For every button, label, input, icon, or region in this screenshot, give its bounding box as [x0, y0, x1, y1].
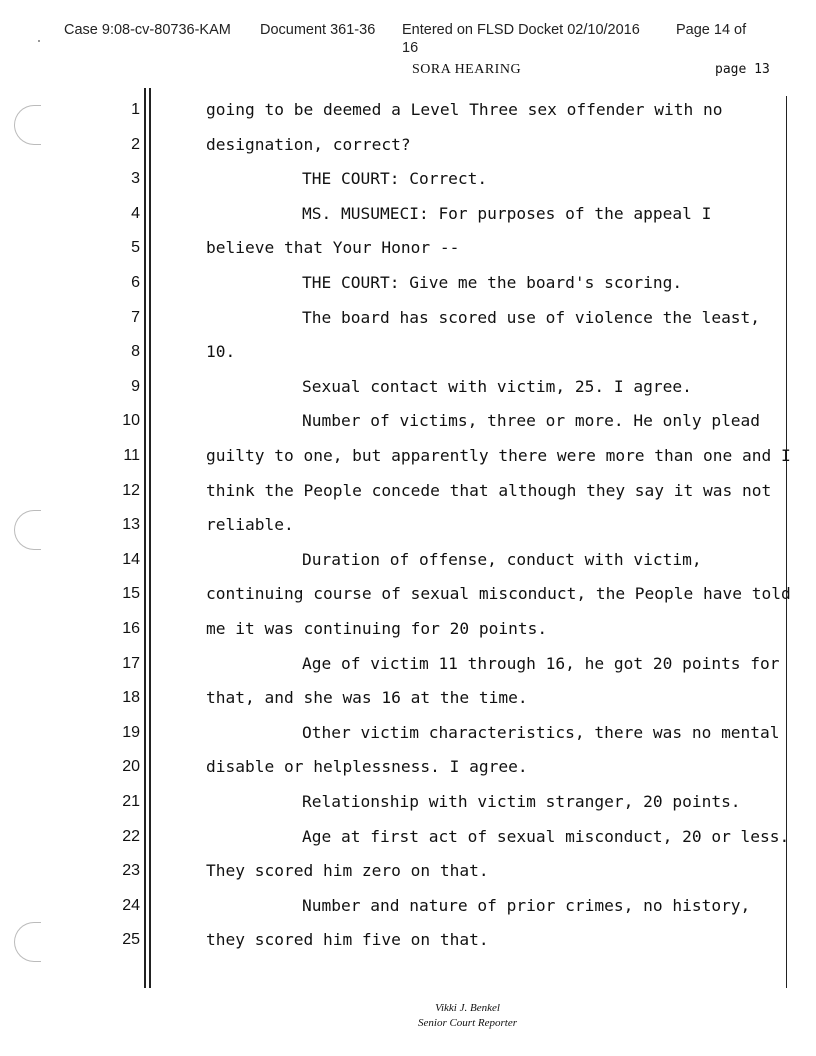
- line-number: 3: [131, 170, 140, 188]
- transcript-line: [0, 930, 816, 963]
- line-text: They scored him zero on that.: [206, 861, 489, 881]
- line-text: think the People concede that although they say it was not: [206, 480, 772, 500]
- line-number: 5: [131, 239, 140, 257]
- line-text: believe that Your Honor --: [206, 238, 460, 258]
- transcript-line: [0, 723, 816, 756]
- line-number: 9: [131, 377, 140, 395]
- transcript-line: [0, 169, 816, 202]
- line-text: they scored him five on that.: [206, 930, 489, 950]
- line-number: 13: [122, 516, 140, 534]
- line-number: 2: [131, 135, 140, 153]
- transcript-line: [0, 515, 816, 548]
- line-number: 21: [122, 793, 140, 810]
- line-number: 14: [122, 550, 140, 568]
- line-text: guilty to one, but apparently there were more than one and I: [206, 446, 791, 465]
- line-number: 11: [123, 447, 140, 464]
- line-text: THE COURT: Give me the board's scoring.: [302, 273, 683, 292]
- transcript-line: [0, 238, 816, 271]
- transcript-line: [0, 481, 816, 514]
- scan-speck: [38, 40, 40, 42]
- line-number: 17: [122, 654, 140, 672]
- line-number: 15: [122, 585, 140, 603]
- line-text: The board has scored use of violence the least,: [302, 307, 761, 327]
- line-text: reliable.: [206, 515, 294, 535]
- transcript-line: [0, 584, 816, 617]
- line-number: 18: [122, 689, 140, 707]
- transcript-line: [0, 446, 816, 479]
- line-number: 25: [122, 931, 140, 949]
- case-number: Case 9:08-cv-80736-KAM: [64, 22, 231, 38]
- transcript-line: [0, 135, 816, 168]
- line-number: 23: [122, 862, 140, 880]
- transcript-line: [0, 204, 816, 237]
- line-text: 10.: [206, 342, 236, 362]
- line-text: Age of victim 11 through 16, he got 20 points for: [302, 653, 780, 673]
- docket-page-info: Page 14 of: [676, 22, 747, 38]
- line-number: 4: [131, 204, 140, 222]
- transcript-line: [0, 654, 816, 687]
- transcript-line: [0, 411, 816, 444]
- transcript-title: SORA HEARING: [412, 62, 522, 77]
- transcript-line: [0, 688, 816, 721]
- line-text: THE COURT: Correct.: [302, 169, 488, 189]
- transcript-line: [0, 100, 816, 133]
- line-text: me it was continuing for 20 points.: [206, 619, 548, 638]
- line-text: that, and she was 16 at the time.: [206, 688, 528, 708]
- line-text: continuing course of sexual misconduct, the People have told: [206, 584, 791, 604]
- line-text: Sexual contact with victim, 25. I agree.: [302, 376, 692, 396]
- transcript-line: [0, 377, 816, 410]
- line-text: disable or helplessness. I agree.: [206, 757, 528, 777]
- transcript-line: [0, 342, 816, 375]
- line-text: Number of victims, three or more. He only plead: [302, 411, 761, 431]
- docket-entry-date: Entered on FLSD Docket 02/10/2016: [402, 22, 640, 38]
- transcript-line: [0, 308, 816, 341]
- transcript-line: [0, 550, 816, 583]
- transcript-line: [0, 827, 816, 860]
- line-text: Age at first act of sexual misconduct, 20 or less.: [302, 826, 790, 846]
- transcript-line: [0, 861, 816, 894]
- docket-page-total: 16: [402, 40, 419, 56]
- line-number: 10: [122, 412, 140, 430]
- line-text: Duration of offense, conduct with victim,: [302, 549, 702, 569]
- line-number: 24: [122, 896, 140, 914]
- line-number: 12: [122, 481, 140, 499]
- transcript-line: [0, 792, 816, 825]
- line-text: Number and nature of prior crimes, no history,: [302, 895, 751, 915]
- document-number: Document 361-36: [260, 22, 376, 38]
- reporter-name: Vikki J. Benkel: [435, 1002, 500, 1014]
- line-number: 1: [131, 101, 140, 118]
- transcript-line: [0, 757, 816, 790]
- line-number: 22: [122, 827, 140, 845]
- line-text: Relationship with victim stranger, 20 points.: [302, 792, 741, 811]
- reporter-title: Senior Court Reporter: [418, 1017, 517, 1029]
- transcript-line: [0, 896, 816, 929]
- line-number: 19: [122, 723, 140, 741]
- transcript-page-label: page 13: [715, 62, 770, 77]
- line-text: designation, correct?: [206, 134, 411, 154]
- line-text: MS. MUSUMECI: For purposes of the appeal I: [302, 203, 712, 223]
- line-number: 20: [122, 758, 140, 776]
- transcript-line: [0, 273, 816, 306]
- transcript-line: [0, 619, 816, 652]
- line-number: 7: [131, 308, 140, 326]
- line-number: 8: [131, 343, 140, 361]
- line-text: Other victim characteristics, there was no mental: [302, 722, 780, 742]
- line-number: 6: [131, 274, 140, 291]
- line-number: 16: [122, 620, 140, 637]
- line-text: going to be deemed a Level Three sex offender with no: [206, 100, 723, 119]
